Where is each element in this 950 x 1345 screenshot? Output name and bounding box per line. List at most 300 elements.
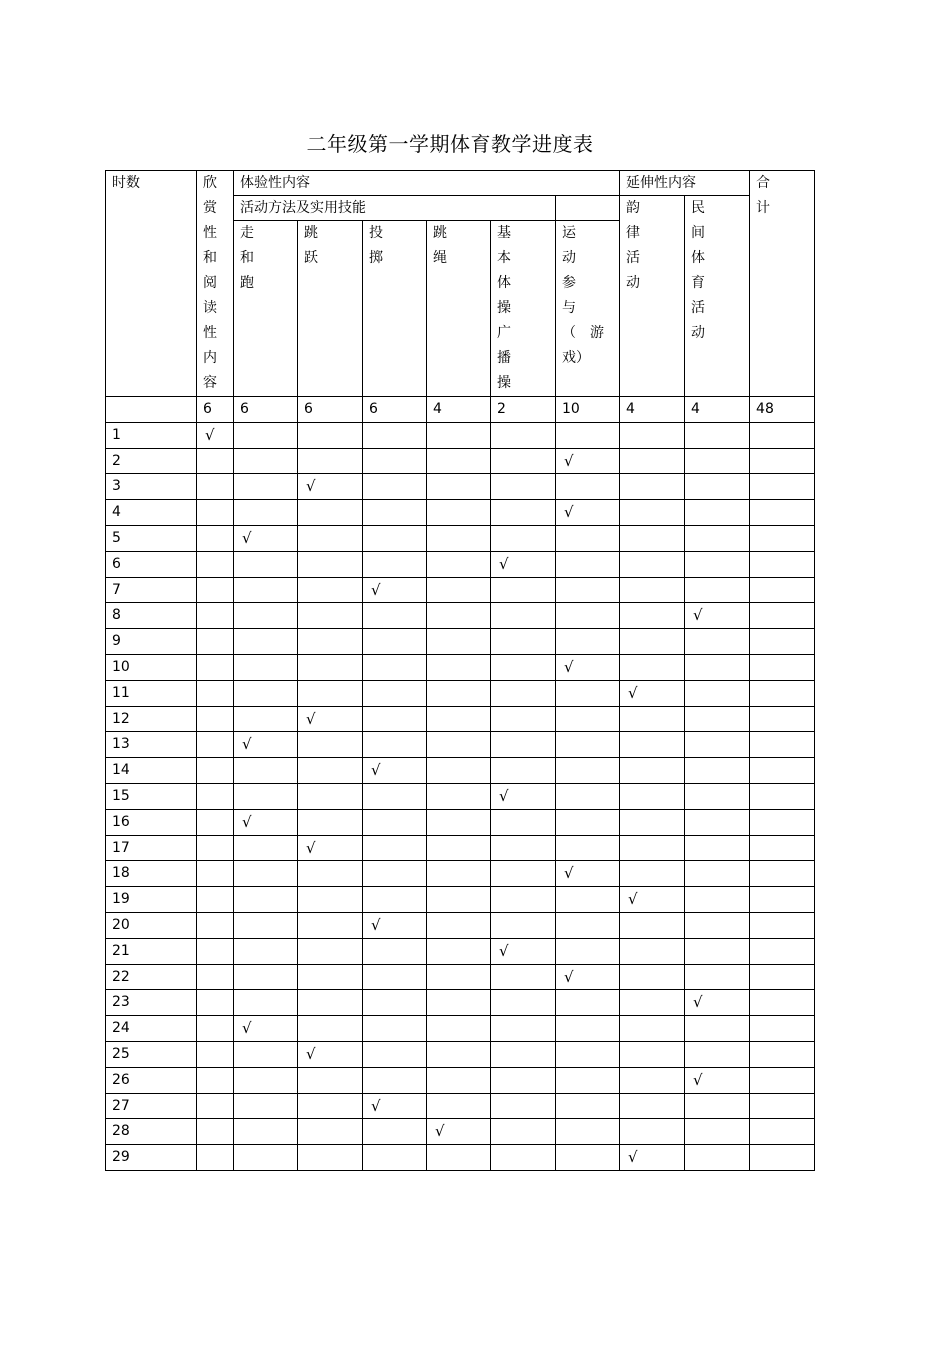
- check-mark: √: [363, 1093, 427, 1119]
- empty-cell: [234, 861, 298, 887]
- table-row: [106, 1145, 815, 1171]
- empty-cell: [197, 1145, 234, 1171]
- empty-cell: [685, 500, 750, 526]
- table-row: [106, 783, 815, 809]
- empty-cell: [620, 1093, 685, 1119]
- schedule-table: [105, 170, 815, 1171]
- hours-cell: 10: [556, 397, 620, 423]
- lesson-number: 16: [106, 809, 197, 835]
- empty-cell: [427, 835, 491, 861]
- empty-cell: [234, 500, 298, 526]
- check-mark: √: [234, 809, 298, 835]
- empty-cell: [363, 525, 427, 551]
- empty-cell: [427, 912, 491, 938]
- empty-cell: [197, 861, 234, 887]
- empty-cell: [298, 603, 363, 629]
- empty-cell: [491, 1067, 556, 1093]
- empty-cell: [556, 1093, 620, 1119]
- empty-cell: [427, 990, 491, 1016]
- table-row: [106, 603, 815, 629]
- hours-cell: 6: [298, 397, 363, 423]
- empty-cell: [491, 577, 556, 603]
- table-row: [106, 1067, 815, 1093]
- empty-cell: [298, 990, 363, 1016]
- empty-cell: [620, 706, 685, 732]
- empty-cell: [197, 758, 234, 784]
- empty-cell: [556, 990, 620, 1016]
- lesson-number: 4: [106, 500, 197, 526]
- empty-cell: [298, 551, 363, 577]
- empty-cell: [363, 783, 427, 809]
- empty-cell: [363, 474, 427, 500]
- empty-cell: [491, 912, 556, 938]
- table-row: [106, 732, 815, 758]
- empty-cell: [197, 1067, 234, 1093]
- empty-cell: [750, 938, 815, 964]
- empty-cell: [197, 938, 234, 964]
- empty-cell: [491, 629, 556, 655]
- empty-cell: [491, 500, 556, 526]
- empty-cell: [427, 1067, 491, 1093]
- empty-cell: [556, 835, 620, 861]
- empty-cell: [234, 706, 298, 732]
- empty-cell: [491, 887, 556, 913]
- empty-cell: [556, 887, 620, 913]
- check-mark: √: [685, 603, 750, 629]
- empty-cell: [685, 577, 750, 603]
- empty-cell: [363, 809, 427, 835]
- empty-cell: [685, 732, 750, 758]
- empty-cell: [427, 758, 491, 784]
- empty-cell: [197, 887, 234, 913]
- empty-cell: [427, 1016, 491, 1042]
- empty-cell: [298, 938, 363, 964]
- empty-cell: [620, 448, 685, 474]
- check-mark: √: [491, 938, 556, 964]
- header-folk: 民 间 体 育 活 动: [685, 196, 750, 397]
- empty-cell: [620, 990, 685, 1016]
- empty-cell: [685, 654, 750, 680]
- header-rope: 跳 绳: [427, 221, 491, 397]
- empty-cell: [427, 654, 491, 680]
- header-sports-games-line: 参: [562, 275, 576, 291]
- empty-cell: [750, 629, 815, 655]
- empty-cell: [363, 938, 427, 964]
- check-mark: √: [556, 448, 620, 474]
- empty-cell: [298, 422, 363, 448]
- header-sports-games-line: 与: [562, 300, 576, 316]
- empty-cell: [427, 1145, 491, 1171]
- empty-cell: [363, 448, 427, 474]
- hours-row: [106, 397, 815, 423]
- check-mark: √: [491, 783, 556, 809]
- empty-cell: [556, 1145, 620, 1171]
- empty-cell: [556, 1067, 620, 1093]
- empty-cell: [234, 835, 298, 861]
- empty-cell: [298, 1119, 363, 1145]
- header-throw: 投 掷: [363, 221, 427, 397]
- empty-cell: [685, 912, 750, 938]
- empty-cell: [197, 551, 234, 577]
- empty-cell: [750, 448, 815, 474]
- empty-cell: [491, 964, 556, 990]
- empty-cell: [197, 809, 234, 835]
- hours-cell: 4: [685, 397, 750, 423]
- hours-cell: 4: [427, 397, 491, 423]
- empty-cell: [197, 732, 234, 758]
- empty-cell: [363, 680, 427, 706]
- empty-cell: [234, 448, 298, 474]
- check-mark: √: [620, 680, 685, 706]
- empty-cell: [427, 474, 491, 500]
- empty-cell: [750, 758, 815, 784]
- lesson-number: 20: [106, 912, 197, 938]
- check-mark: √: [685, 990, 750, 1016]
- empty-cell: [750, 1093, 815, 1119]
- lesson-number: 13: [106, 732, 197, 758]
- empty-cell: [298, 680, 363, 706]
- empty-cell: [491, 525, 556, 551]
- table-row: [106, 551, 815, 577]
- empty-cell: [750, 680, 815, 706]
- lesson-number: 21: [106, 938, 197, 964]
- empty-cell: [620, 422, 685, 448]
- empty-cell: [363, 1067, 427, 1093]
- empty-cell: [620, 835, 685, 861]
- table-row: [106, 861, 815, 887]
- empty-cell: [298, 732, 363, 758]
- header-sports-games: [556, 221, 620, 397]
- empty-cell: [620, 474, 685, 500]
- hours-cell: 6: [234, 397, 298, 423]
- table-row: [106, 990, 815, 1016]
- table-row: [106, 706, 815, 732]
- empty-cell: [427, 680, 491, 706]
- empty-cell: [685, 1041, 750, 1067]
- lesson-number: 26: [106, 1067, 197, 1093]
- empty-cell: [750, 861, 815, 887]
- empty-cell: [197, 500, 234, 526]
- header-sports-games-line: 动: [562, 250, 576, 266]
- empty-cell: [556, 680, 620, 706]
- empty-cell: [234, 603, 298, 629]
- empty-cell: [750, 1016, 815, 1042]
- empty-cell: [298, 861, 363, 887]
- table-row: [106, 809, 815, 835]
- empty-cell: [685, 422, 750, 448]
- empty-cell: [234, 912, 298, 938]
- empty-cell: [298, 448, 363, 474]
- header-extension: 延伸性内容: [620, 171, 750, 196]
- empty-cell: [363, 732, 427, 758]
- check-mark: √: [298, 706, 363, 732]
- empty-cell: [427, 783, 491, 809]
- empty-cell: [427, 629, 491, 655]
- empty-cell: [685, 680, 750, 706]
- hours-cell: 48: [750, 397, 815, 423]
- empty-cell: [491, 422, 556, 448]
- empty-cell: [491, 1041, 556, 1067]
- empty-cell: [234, 1041, 298, 1067]
- empty-cell: [427, 525, 491, 551]
- header-sports-games-line: 戏）: [562, 350, 590, 366]
- empty-cell: [491, 680, 556, 706]
- empty-cell: [197, 1119, 234, 1145]
- empty-cell: [620, 783, 685, 809]
- empty-cell: [620, 577, 685, 603]
- empty-cell: [556, 577, 620, 603]
- empty-cell: [298, 887, 363, 913]
- empty-cell: [427, 706, 491, 732]
- empty-cell: [685, 861, 750, 887]
- check-mark: √: [363, 577, 427, 603]
- table-row: [106, 887, 815, 913]
- empty-cell: [427, 732, 491, 758]
- empty-cell: [363, 629, 427, 655]
- empty-cell: [197, 912, 234, 938]
- empty-cell: [363, 835, 427, 861]
- empty-cell: [197, 577, 234, 603]
- empty-cell: [491, 603, 556, 629]
- empty-cell: [685, 1145, 750, 1171]
- empty-cell: [750, 577, 815, 603]
- table-row: [106, 448, 815, 474]
- header-sports-games-line: （ 游: [562, 325, 604, 341]
- lesson-number: 1: [106, 422, 197, 448]
- empty-cell: [298, 654, 363, 680]
- empty-cell: [234, 551, 298, 577]
- empty-cell: [750, 1145, 815, 1171]
- empty-cell: [750, 809, 815, 835]
- empty-cell: [197, 706, 234, 732]
- table-row: [106, 964, 815, 990]
- empty-cell: [197, 835, 234, 861]
- empty-cell: [491, 758, 556, 784]
- lesson-number: 25: [106, 1041, 197, 1067]
- empty-cell: [363, 861, 427, 887]
- lesson-number: 19: [106, 887, 197, 913]
- empty-cell: [620, 732, 685, 758]
- table-row: [106, 1093, 815, 1119]
- empty-cell: [298, 525, 363, 551]
- empty-cell: [298, 1145, 363, 1171]
- empty-cell: [234, 422, 298, 448]
- empty-cell: [197, 990, 234, 1016]
- empty-cell: [685, 938, 750, 964]
- lesson-number: 18: [106, 861, 197, 887]
- empty-cell: [298, 577, 363, 603]
- lesson-number: 15: [106, 783, 197, 809]
- empty-cell: [556, 525, 620, 551]
- hours-row-label: [106, 397, 197, 423]
- empty-cell: [491, 1145, 556, 1171]
- empty-cell: [197, 680, 234, 706]
- empty-cell: [427, 938, 491, 964]
- empty-cell: [363, 551, 427, 577]
- empty-cell: [298, 964, 363, 990]
- header-rhythm: 韵 律 活 动: [620, 196, 685, 397]
- empty-cell: [750, 551, 815, 577]
- check-mark: √: [234, 732, 298, 758]
- empty-cell: [427, 422, 491, 448]
- check-mark: √: [556, 861, 620, 887]
- empty-cell: [556, 551, 620, 577]
- empty-cell: [197, 654, 234, 680]
- empty-cell: [685, 474, 750, 500]
- check-mark: √: [620, 1145, 685, 1171]
- header-hours: 时数: [106, 171, 197, 397]
- empty-cell: [234, 1145, 298, 1171]
- empty-cell: [556, 474, 620, 500]
- table-row: [106, 422, 815, 448]
- check-mark: √: [197, 422, 234, 448]
- empty-cell: [491, 809, 556, 835]
- empty-cell: [427, 551, 491, 577]
- empty-cell: [491, 448, 556, 474]
- empty-cell: [685, 706, 750, 732]
- empty-cell: [363, 1016, 427, 1042]
- empty-cell: [197, 525, 234, 551]
- empty-cell: [685, 629, 750, 655]
- empty-cell: [556, 758, 620, 784]
- empty-cell: [234, 964, 298, 990]
- table-row: [106, 758, 815, 784]
- empty-cell: [620, 758, 685, 784]
- empty-cell: [363, 887, 427, 913]
- check-mark: √: [556, 500, 620, 526]
- check-mark: √: [363, 758, 427, 784]
- empty-cell: [427, 964, 491, 990]
- empty-cell: [556, 1016, 620, 1042]
- empty-cell: [234, 680, 298, 706]
- empty-cell: [363, 1145, 427, 1171]
- lesson-number: 23: [106, 990, 197, 1016]
- empty-cell: [685, 835, 750, 861]
- empty-cell: [197, 474, 234, 500]
- empty-cell: [620, 525, 685, 551]
- empty-cell: [750, 654, 815, 680]
- empty-cell: [620, 551, 685, 577]
- lesson-number: 9: [106, 629, 197, 655]
- empty-cell: [556, 732, 620, 758]
- check-mark: √: [491, 551, 556, 577]
- empty-cell: [298, 1067, 363, 1093]
- empty-cell: [620, 1119, 685, 1145]
- empty-cell: [685, 809, 750, 835]
- lesson-number: 5: [106, 525, 197, 551]
- empty-cell: [234, 758, 298, 784]
- header-sports-games-line: 运: [562, 225, 576, 241]
- header-experience: 体验性内容: [234, 171, 620, 196]
- check-mark: √: [234, 1016, 298, 1042]
- lesson-number: 22: [106, 964, 197, 990]
- empty-cell: [427, 861, 491, 887]
- empty-cell: [234, 654, 298, 680]
- lesson-number: 3: [106, 474, 197, 500]
- empty-cell: [197, 1016, 234, 1042]
- lesson-number: 7: [106, 577, 197, 603]
- empty-cell: [750, 500, 815, 526]
- empty-cell: [750, 990, 815, 1016]
- empty-cell: [234, 577, 298, 603]
- empty-cell: [298, 783, 363, 809]
- empty-cell: [685, 1016, 750, 1042]
- empty-cell: [234, 1119, 298, 1145]
- empty-cell: [620, 629, 685, 655]
- empty-cell: [556, 1119, 620, 1145]
- table-row: [106, 629, 815, 655]
- empty-cell: [491, 861, 556, 887]
- empty-cell: [427, 1041, 491, 1067]
- table-row: [106, 1016, 815, 1042]
- check-mark: √: [427, 1119, 491, 1145]
- empty-cell: [685, 887, 750, 913]
- empty-cell: [197, 448, 234, 474]
- empty-cell: [491, 835, 556, 861]
- check-mark: √: [685, 1067, 750, 1093]
- table-row: [106, 577, 815, 603]
- empty-cell: [620, 1016, 685, 1042]
- empty-cell: [620, 1041, 685, 1067]
- check-mark: √: [298, 835, 363, 861]
- empty-cell: [298, 1016, 363, 1042]
- empty-cell: [685, 525, 750, 551]
- empty-cell: [298, 758, 363, 784]
- empty-cell: [491, 1016, 556, 1042]
- empty-cell: [685, 1093, 750, 1119]
- table-row: [106, 500, 815, 526]
- empty-cell: [620, 654, 685, 680]
- hours-cell: 6: [197, 397, 234, 423]
- empty-cell: [427, 809, 491, 835]
- empty-cell: [427, 448, 491, 474]
- table-row: [106, 525, 815, 551]
- empty-cell: [750, 732, 815, 758]
- empty-cell: [234, 783, 298, 809]
- empty-cell: [491, 474, 556, 500]
- empty-cell: [197, 1041, 234, 1067]
- check-mark: √: [234, 525, 298, 551]
- empty-cell: [427, 577, 491, 603]
- header-basic-gym: 基 本 体 操 广 播 操: [491, 221, 556, 397]
- empty-cell: [491, 1093, 556, 1119]
- empty-cell: [427, 603, 491, 629]
- empty-cell: [363, 1119, 427, 1145]
- lesson-number: 2: [106, 448, 197, 474]
- empty-cell: [363, 990, 427, 1016]
- empty-cell: [750, 1119, 815, 1145]
- empty-cell: [620, 964, 685, 990]
- header-blank: [556, 196, 620, 221]
- empty-cell: [556, 783, 620, 809]
- empty-cell: [556, 706, 620, 732]
- header-jump: 跳 跃: [298, 221, 363, 397]
- table-row: [106, 938, 815, 964]
- empty-cell: [750, 422, 815, 448]
- lesson-number: 27: [106, 1093, 197, 1119]
- lesson-number: 10: [106, 654, 197, 680]
- lesson-number: 6: [106, 551, 197, 577]
- empty-cell: [363, 422, 427, 448]
- empty-cell: [363, 603, 427, 629]
- empty-cell: [685, 1119, 750, 1145]
- empty-cell: [363, 964, 427, 990]
- check-mark: √: [363, 912, 427, 938]
- empty-cell: [556, 629, 620, 655]
- empty-cell: [750, 474, 815, 500]
- empty-cell: [491, 990, 556, 1016]
- empty-cell: [750, 783, 815, 809]
